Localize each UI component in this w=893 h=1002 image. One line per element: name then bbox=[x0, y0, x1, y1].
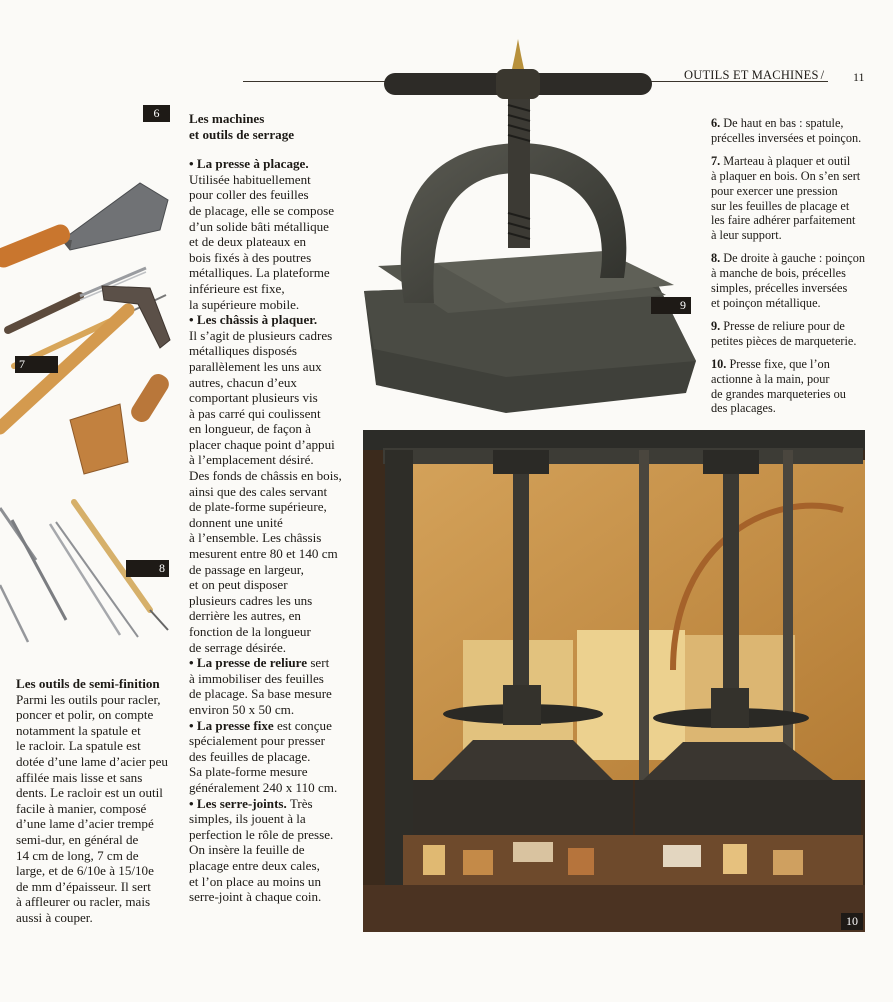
middle-text-line: simples, ils jouent à la bbox=[189, 811, 306, 827]
caption-text: petites pièces de marqueterie. bbox=[711, 333, 857, 348]
middle-text-line: derrière les autres, en bbox=[189, 608, 301, 624]
middle-text-line: donnent une unité bbox=[189, 514, 283, 530]
caption-text: et poinçon métallique. bbox=[711, 295, 821, 310]
caption-line bbox=[711, 334, 883, 349]
middle-text-line: fonction de la longueur bbox=[189, 624, 311, 639]
middle-text-line: des feuilles de placage. bbox=[189, 748, 311, 764]
caption-number: 6. bbox=[711, 116, 724, 130]
middle-column-body bbox=[189, 156, 355, 905]
bullet-heading-line bbox=[189, 156, 355, 172]
caption-number: 10. bbox=[711, 356, 730, 371]
caption-text: Presse fixe, que l’on bbox=[729, 356, 830, 371]
middle-text-line: mesurent entre 80 et 140 cm bbox=[189, 546, 338, 562]
left-text-line: semi-dur, en général de bbox=[16, 831, 139, 847]
caption-text: simples, précelles inversées bbox=[711, 281, 848, 296]
caption-8 bbox=[711, 251, 883, 311]
left-text-line: affilée mais lisse et sans bbox=[16, 769, 143, 785]
caption-line bbox=[711, 281, 883, 296]
badge-6: 6 bbox=[143, 105, 170, 122]
badge-9: 9 bbox=[651, 297, 691, 314]
bullet-heading-rest: Très bbox=[286, 795, 313, 811]
middle-text-line: la supérieure mobile. bbox=[189, 296, 300, 312]
caption-text: de grandes marqueteries ou bbox=[711, 386, 846, 401]
caption-line bbox=[711, 213, 883, 228]
left-text-line: le racloir. La spatule est bbox=[16, 738, 141, 754]
middle-text-line: de passage en largeur, bbox=[189, 561, 304, 577]
middle-text-line: placage entre deux cales, bbox=[189, 857, 320, 873]
bullet-heading-line bbox=[189, 655, 355, 671]
caption-number: 8. bbox=[711, 251, 724, 266]
middle-text-line: Des fonds de châssis en bois, bbox=[189, 468, 342, 484]
caption-text: Presse de reliure pour de bbox=[723, 318, 845, 333]
caption-text: à manche de bois, précelles bbox=[711, 266, 846, 281]
caption-text: les faire adhérer parfaitement bbox=[711, 213, 856, 228]
middle-text-line: métalliques disposés bbox=[189, 343, 298, 359]
caption-line bbox=[711, 116, 883, 131]
middle-text-line: pour coller des feuilles bbox=[189, 187, 309, 203]
middle-text-line: et on peut disposer bbox=[189, 577, 288, 593]
caption-number: 9. bbox=[711, 318, 724, 333]
middle-text-line: métalliques. La plateforme bbox=[189, 265, 330, 281]
left-text-line: Parmi les outils pour racler, bbox=[16, 691, 161, 707]
page-number: 11 bbox=[853, 70, 865, 84]
bullet-heading-rest: est conçue bbox=[273, 717, 332, 733]
left-text-line: de mm d’épaisseur. Il sert bbox=[16, 878, 151, 894]
caption-text: De droite à gauche : poinçon bbox=[723, 251, 865, 266]
fixed-press-photo bbox=[363, 430, 865, 932]
middle-title-line2: et outils de serrage bbox=[189, 126, 295, 142]
middle-text-line: de plate-forme supérieure, bbox=[189, 499, 327, 515]
middle-text-line: comportant plusieurs vis bbox=[189, 390, 318, 406]
bullet-heading: • Les serre-joints. bbox=[189, 795, 287, 811]
caption-text: à leur support. bbox=[711, 228, 782, 243]
caption-line bbox=[711, 266, 883, 281]
middle-text-line: placer chaque point d’appui bbox=[189, 436, 335, 452]
middle-text-line: en longueur, de façon à bbox=[189, 421, 311, 437]
bullet-heading-line bbox=[189, 796, 355, 812]
middle-text-line: à pas carré qui coulissent bbox=[189, 405, 321, 421]
middle-text-line: à l’ensemble. Les châssis bbox=[189, 530, 322, 546]
caption-text: pour exercer une pression bbox=[711, 183, 838, 198]
caption-line bbox=[711, 154, 883, 169]
left-text-line: à affleurer ou racler, mais bbox=[16, 894, 151, 910]
bullet-heading: • La presse à placage. bbox=[189, 156, 309, 172]
middle-text-line: de placage, elle se compose bbox=[189, 202, 335, 218]
caption-line bbox=[711, 169, 883, 184]
caption-line bbox=[711, 296, 883, 311]
left-text-line: d’une lame d’acier trempé bbox=[16, 816, 154, 832]
caption-text: sur les feuilles de placage et bbox=[711, 198, 850, 213]
middle-text-line: serre-joint à chaque coin. bbox=[189, 889, 322, 905]
slash-divider: / bbox=[820, 68, 825, 82]
bookbinding-press-photo bbox=[356, 33, 701, 418]
middle-text-line: à immobiliser des feuilles bbox=[189, 670, 324, 686]
caption-text: précelles inversées et poinçon. bbox=[711, 130, 862, 145]
caption-10 bbox=[711, 357, 883, 417]
middle-text-line: plusieurs cadres les uns bbox=[189, 592, 313, 608]
left-column-body bbox=[16, 692, 176, 926]
spatula-icon bbox=[0, 183, 168, 270]
left-text-line: facile à manier, composé bbox=[16, 800, 147, 816]
left-text-line: dotée d’une lame d’acier peu bbox=[16, 753, 168, 769]
middle-title-line1: Les machines bbox=[189, 111, 265, 126]
caption-7 bbox=[711, 154, 883, 243]
caption-text: à plaquer en bois. On s’en sert bbox=[711, 168, 861, 183]
caption-line bbox=[711, 199, 883, 214]
badge-7: 7 bbox=[15, 356, 58, 373]
caption-line bbox=[711, 184, 883, 199]
bullet-heading-rest: sert bbox=[307, 655, 330, 671]
badge-8: 8 bbox=[126, 560, 169, 577]
middle-text-line: Il s’agit de plusieurs cadres bbox=[189, 327, 333, 343]
wooden-veneer-tool-icon bbox=[70, 371, 172, 474]
middle-column-title bbox=[189, 111, 355, 142]
middle-column bbox=[189, 111, 355, 905]
section-title-text: OUTILS ET MACHINES bbox=[684, 68, 819, 82]
left-text-line: dents. Le racloir est un outil bbox=[16, 785, 163, 801]
middle-text-line: Utilisée habituellement bbox=[189, 171, 311, 187]
caption-line bbox=[711, 251, 883, 266]
middle-text-line: environ 50 x 50 cm. bbox=[189, 701, 295, 717]
middle-text-line: et de deux plateaux en bbox=[189, 234, 307, 250]
middle-text-line: de serrage désirée. bbox=[189, 639, 287, 655]
caption-line bbox=[711, 401, 883, 416]
left-text-line: large, et de 6/10e à 15/10e bbox=[16, 863, 154, 879]
bullet-heading: • La presse de reliure bbox=[189, 655, 308, 671]
caption-line bbox=[711, 372, 883, 387]
caption-text: Marteau à plaquer et outil bbox=[723, 153, 851, 168]
left-text-line: notamment la spatule et bbox=[16, 722, 141, 738]
middle-text-line: et l’on place au moins un bbox=[189, 873, 321, 889]
middle-text-line: perfection le rôle de presse. bbox=[189, 826, 334, 842]
middle-text-line: spécialement pour presser bbox=[189, 733, 325, 749]
caption-6 bbox=[711, 116, 883, 146]
caption-text: De haut en bas : spatule, bbox=[723, 116, 844, 130]
caption-line bbox=[711, 387, 883, 402]
caption-text: des placages. bbox=[711, 401, 776, 416]
middle-text-line: généralement 240 x 110 cm. bbox=[189, 779, 338, 795]
left-text-line: poncer et polir, on compte bbox=[16, 707, 154, 723]
left-text-line: aussi à couper. bbox=[16, 909, 93, 925]
middle-text-line: ainsi que des cales servant bbox=[189, 483, 328, 499]
bullet-heading-line bbox=[189, 718, 355, 734]
left-text-line: 14 cm de long, 7 cm de bbox=[16, 847, 139, 863]
caption-number: 7. bbox=[711, 153, 724, 168]
caption-9 bbox=[711, 319, 883, 349]
middle-text-line: Sa plate-forme mesure bbox=[189, 764, 308, 780]
badge-10: 10 bbox=[841, 913, 863, 930]
section-title bbox=[684, 68, 830, 83]
caption-line bbox=[711, 319, 883, 334]
left-column bbox=[16, 676, 176, 926]
caption-text: actionne à la main, pour bbox=[711, 371, 830, 386]
middle-text-line: On insère la feuille de bbox=[189, 842, 305, 858]
middle-text-line: d’un solide bâti métallique bbox=[189, 218, 329, 234]
middle-text-line: à l’emplacement désiré. bbox=[189, 452, 314, 468]
caption-column bbox=[711, 116, 883, 424]
middle-text-line: bois fixés à des poutres bbox=[189, 249, 312, 265]
bullet-heading: • Les châssis à plaquer. bbox=[189, 312, 318, 328]
left-column-title: Les outils de semi-finition bbox=[16, 676, 160, 691]
caption-line bbox=[711, 228, 883, 243]
bullet-heading: • La presse fixe bbox=[189, 717, 274, 733]
middle-text-line: autres, chacun d’eux bbox=[189, 374, 297, 390]
middle-text-line: parallèlement les uns aux bbox=[189, 358, 322, 374]
caption-line bbox=[711, 357, 883, 372]
middle-text-line: inférieure est fixe, bbox=[189, 280, 285, 296]
bullet-heading-line bbox=[189, 312, 355, 328]
middle-text-line: de placage. Sa base mesure bbox=[189, 686, 332, 702]
caption-line bbox=[711, 131, 883, 146]
